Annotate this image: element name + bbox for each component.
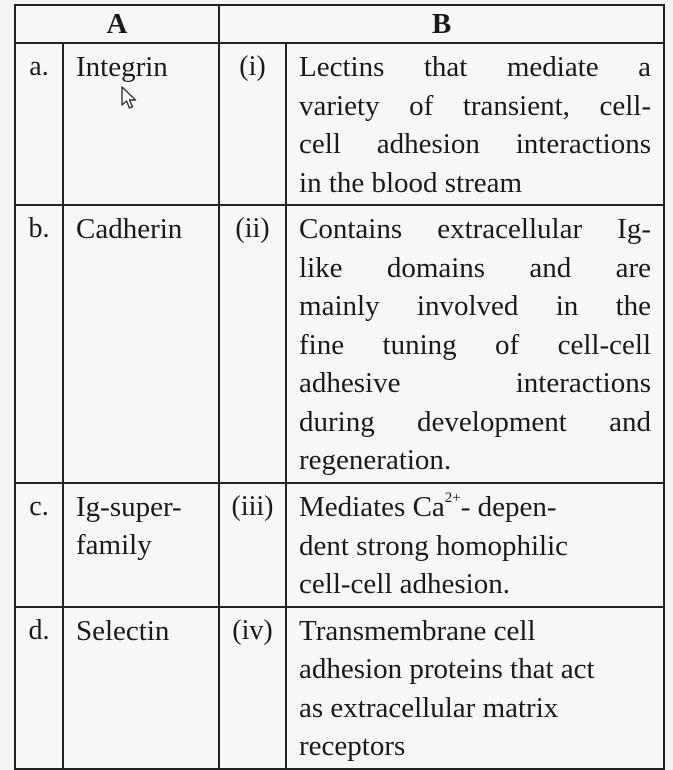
charge-superscript: 2+ [444, 490, 461, 506]
description-line: Transmembrane cell [299, 614, 536, 647]
description-cell [286, 205, 664, 483]
row-numeral: (iii) [219, 483, 286, 607]
description-line: variety of transient, cell- [299, 89, 651, 122]
row-letter: b. [15, 205, 63, 483]
description-line: like domains and are [299, 251, 651, 284]
mouse-pointer-icon [120, 86, 138, 110]
description-line: cell adhesion interactions [299, 128, 651, 160]
description-line: during development and [299, 405, 651, 438]
term-cell [63, 43, 219, 205]
column-a-header: A [15, 5, 219, 43]
description-text: - depen- [460, 491, 557, 523]
term-text: Cadherin [76, 213, 183, 245]
description-text: Mediates Ca [299, 491, 445, 523]
term-text: Ig-super- [76, 491, 182, 523]
table-row [15, 205, 664, 483]
description-line: adhesive interactions [299, 367, 651, 399]
description-cell [286, 43, 664, 205]
description-line: in the blood stream [299, 166, 523, 199]
description-line: Contains extracellular Ig- [299, 213, 651, 245]
description-line: dent strong homophilic [299, 529, 569, 562]
description-line: cell-cell adhesion. [299, 568, 510, 600]
description-line: as extracellular matrix [299, 691, 559, 724]
description-line: fine tuning of cell-cell [299, 328, 651, 361]
row-numeral: (iv) [219, 607, 286, 769]
description-cell [286, 483, 664, 607]
description-line: receptors [299, 730, 406, 762]
row-letter: d. [15, 607, 63, 769]
description-line [299, 488, 651, 527]
header-row [15, 5, 664, 43]
table-row [15, 607, 664, 769]
row-letter: c. [15, 483, 63, 607]
table-row [15, 43, 664, 205]
row-letter: a. [15, 43, 63, 205]
match-table [14, 4, 665, 770]
description-cell [286, 607, 664, 769]
description-line: mainly involved in the [299, 290, 651, 322]
term-cell [63, 607, 219, 769]
description-line: adhesion proteins that act [299, 653, 595, 685]
description-line: regeneration. [299, 444, 452, 476]
row-numeral: (ii) [219, 205, 286, 483]
table-row [15, 483, 664, 607]
term-text: Selectin [76, 614, 170, 647]
term-cell [63, 205, 219, 483]
term-cell [63, 483, 219, 607]
column-b-header: B [219, 5, 664, 43]
row-numeral: (i) [219, 43, 286, 205]
term-text: Integrin [76, 51, 168, 83]
description-line: Lectins that mediate a [299, 51, 651, 83]
term-text: family [76, 529, 152, 561]
